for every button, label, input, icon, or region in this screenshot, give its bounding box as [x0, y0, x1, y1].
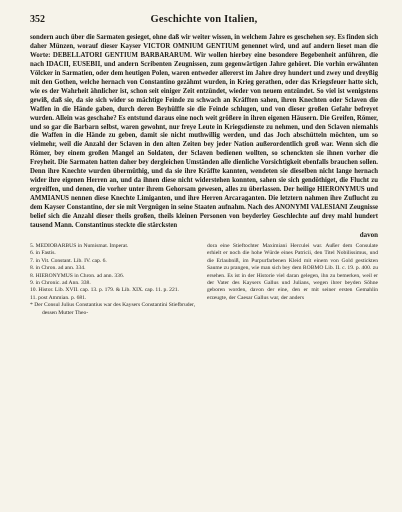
main-text [30, 34, 378, 231]
footnote: 11. post Ammian. p. 681. [30, 294, 87, 301]
footnote: 8. HIERONYMUS in Chron. ad ann. 336. [30, 272, 125, 279]
footnotes-left-column [30, 243, 201, 317]
running-title: Geschichte von Italien, [150, 14, 258, 25]
catchword: davon [359, 230, 378, 239]
footnote: 6. in Fastis. [30, 250, 56, 257]
body-paragraph: sondern auch über die Sarmaten gesieget, ohne daß wir weiter wissen, in welchem Jahre es geschehen sey. Es finden sich daher Münzen, worauf dieser Kayser VICTOR OMNIUM GENTIUM genennet wird, und auf andern lieset man die Worte: DEBELLATORI GENTIUM BARBARARUM. Wir wollen hierbey eine besondere Begebenheit anführen, die nach IDACII, EUSEBII, und andern Scribenten Zeugnissen, zum gegenwärtigen Jahre gehöret. Die vorhin erwähnten Völcker in Sarmatien, oder dem heutigen Polen, waren entweder allererst im Jahre drey hundert und zwey und dreyßig mit den Gothen, welche hernach von Constantino gezähmt wurden, in Krieg gerathen, oder das Kriegsfeuer hatte sich, wie es der Wahrheit ähnlicher ist, schon seit einiger Zeit entzündet, wieder von neuem entzündet. So viel ist wenigstens gewiß, daß sie, da sie sich wider so mächtige Feinde zu schwach an Kräfften sahen, ihren Knechten oder Sclaven die Waffen in die Hände gaben, durch deren Beyhülffe sie die Feinde schlugen, und von dieser großen Gefahr befreyet wurden. Allein was geschahe? Es entstund daraus eine noch weit größere in ihren eigenen Häusern. Die Greifen, Römer, und so gar die Barbarn selbst, waren gewohnt, nur freye Leute in Kriegsdienste zu nehmen, und den Sclaven niemahls die Waffen in die Hände zu geben, damit sie nicht muthwillig werden, und das Joch abschütteln möchten, um so vielmehr, weil die Anzahl der Sclaven in den alten Zeiten bey jeder Nation außerordentlich groß war. Wenn sich die Römer, bey einem großen Mangel an Soldaten, der Sclaven bedienen wollten, so schenckten sie ihnen vorher die Freyheit. Die Sarmaten hatten daher bey dergleichen Umständen alle dienliche Vorsichtigkeit ebenfalls brauchen sollen. Denn ihre Knechte wurden übermüthig, und da sie ihre Kräffte kannten, wendeten sie dieselben nicht lange hernach wider ihre eigenen Herren an, und da ihnen diese nicht widerstehen konnten, sahen sie sich gendöthiget, die Flucht zu ergreiffen, und denen, die vorher unter ihrem Gehorsam gewesen, alles zu überlassen. Der heilige HIERONYMUS und AMMIANUS nennen diese Knechte Limiganten, und ihre Herren Arcaraganten. Die letztern nahmen ihre Zuflucht zu dem Kayser Constantino, der sie mit Vergnügen in seine Staaten aufnahm. Nach des ANONYMI VALESIANI Zeugnisse belief sich die Anzahl dieser theils großen, theils kleinen Personen von beyderley Geschlechte auf drey mahl hundert tausend Mann. Constantinus steckte die stärcksten [30, 34, 378, 230]
footnote: * Der Consul Julius Constantius war des Kaysers Constantini Stiefbruder, dessen Mutter Theo- [30, 302, 196, 316]
footnotes-right-column [207, 243, 378, 317]
footnote-continuation: dora eine Stieftochter Maximiani Herculei war. Außer dem Consulate erhielt er noch die hohe Würde eines Patricii, den Titel Nobilissimus, und die Erlaubniß, im Purpurfarbenen Kleid mit einem von Gold gestickten Saume zu prangen, wie man sich bey dem ROBMO Lib. II. c. 19. p. 400. zu ersehen. Es ist in der Historie viel daran gelegen, ihn zu bemerken, weil er der Vater des Kaysers Gallus und Julians, wegen ihrer beyden Söhne geboren worden, davon der eine, den er mit seiner ersten Gemahlin erzeugte, der Caesar Gallus war, der anders [207, 242, 378, 301]
footnote: 8. in Chron. ad ann. 334. [30, 265, 86, 272]
footnote: 5. MEDIOBARBUS in Numismat. Imperat. [30, 242, 129, 249]
footnote: 7. in Vit. Constant. Lib. IV. cap. 6. [30, 257, 107, 264]
footnote: 10. Histor. Lib. XVII. cap. 13. p. 179. & Lib. XIX. cap. 11. p. 221. [30, 287, 179, 294]
page-number: 352 [30, 14, 45, 25]
footnote: 9. in Chronic. ad Ann. 338. [30, 280, 91, 286]
footnotes [30, 243, 378, 317]
page-header [30, 14, 378, 30]
